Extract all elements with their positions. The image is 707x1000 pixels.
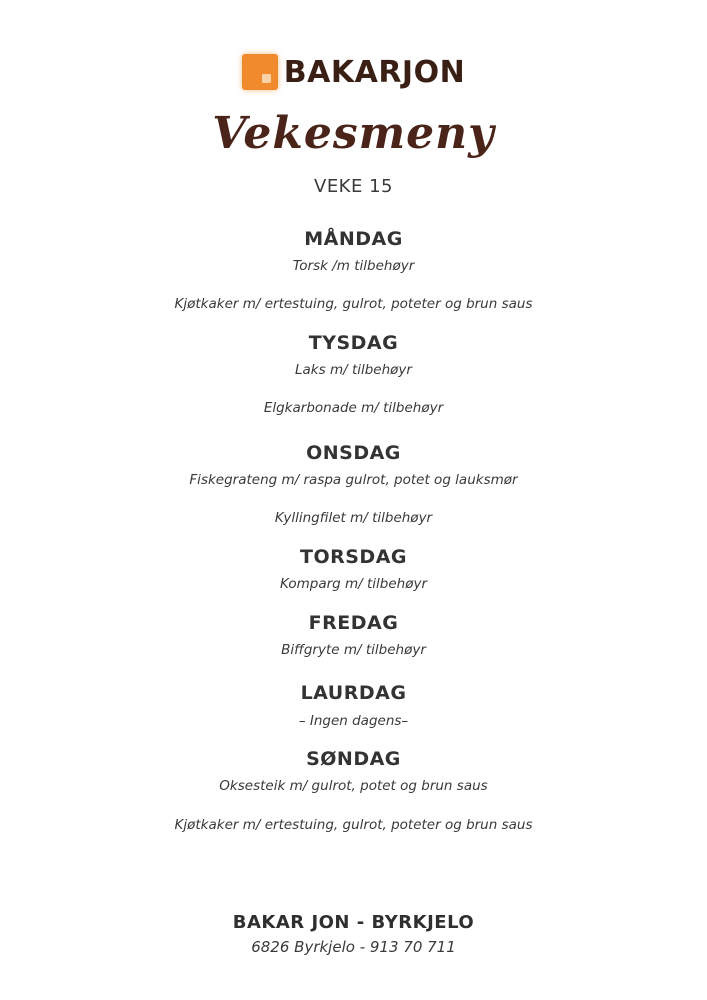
dish-item: Kjøtkaker m/ ertestuing, gulrot, poteter og brun saus <box>174 296 533 312</box>
dish-item: Komparg m/ tilbehøyr <box>279 576 428 592</box>
dish-item: Fiskegrateng m/ raspa gulrot, potet og lauksmør <box>189 472 518 488</box>
day-heading-mandag: MÅNDAG <box>304 228 403 250</box>
day-heading-fredag: FREDAG <box>308 612 399 634</box>
logo-text: BAKARJON <box>283 54 466 90</box>
week-label: VEKE 15 <box>314 176 393 197</box>
day-heading-torsdag: TORSDAG <box>300 546 407 568</box>
day-heading-sondag: SØNDAG <box>306 748 401 770</box>
dish-item: Elgkarbonade m/ tilbehøyr <box>263 400 444 416</box>
dish-item: Laks m/ tilbehøyr <box>295 362 412 378</box>
dish-item: Oksesteik m/ gulrot, potet og brun saus <box>219 778 488 794</box>
menu-title: Vekesmeny <box>212 108 495 159</box>
dish-item: – Ingen dagens– <box>298 713 409 729</box>
footer-address: 6826 Byrkjelo - 913 70 711 <box>251 938 456 956</box>
dish-item: Torsk /m tilbehøyr <box>292 258 415 274</box>
brand-logo <box>0 54 707 90</box>
logo-square-icon <box>242 54 278 90</box>
day-heading-onsdag: ONSDAG <box>306 442 401 464</box>
dish-item: Kyllingfilet m/ tilbehøyr <box>274 510 433 526</box>
day-heading-laurdag: LAURDAG <box>300 682 407 704</box>
footer-business-name: BAKAR JON - BYRKJELO <box>232 912 475 933</box>
day-heading-tysdag: TYSDAG <box>308 332 399 354</box>
dish-item: Kjøtkaker m/ ertestuing, gulrot, poteter og brun saus <box>174 817 533 833</box>
dish-item: Biffgryte m/ tilbehøyr <box>281 642 426 658</box>
